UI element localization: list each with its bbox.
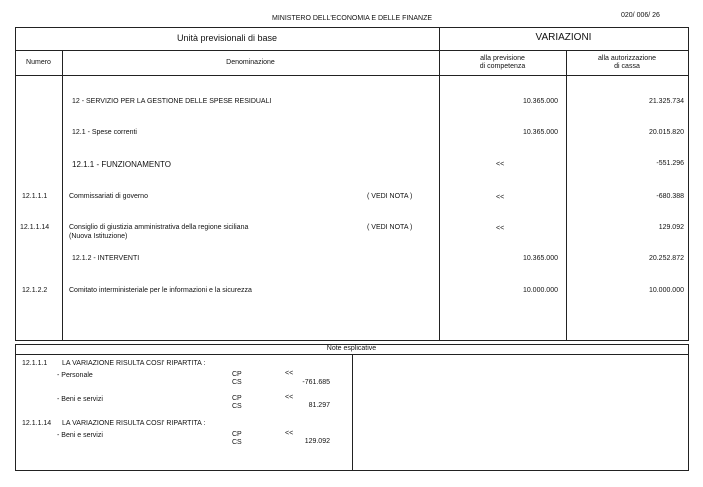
row-cassa: 10.000.000 — [648, 287, 684, 294]
row-description: Comitato interministeriale per le informazioni e la sicurezza — [69, 287, 252, 294]
row-description: Consiglio di giustizia amministrativa della regione siciliana — [69, 224, 249, 231]
column-header-cassa — [566, 55, 688, 71]
note-item-cs-value: 129.092 — [304, 438, 330, 445]
row-competenza: << — [496, 161, 505, 168]
row-cassa: 129.092 — [658, 224, 684, 231]
note-item-cs: CS — [232, 403, 242, 410]
row-cassa: -680.388 — [656, 193, 684, 200]
row-description-note: (Nuova Istituzione) — [69, 233, 128, 240]
row-cassa: -551.296 — [656, 160, 684, 167]
row-competenza: 10.365.000 — [522, 98, 558, 105]
column-header-denominazione: Denominazione — [226, 59, 275, 66]
row-nota: ( VEDI NOTA ) — [367, 224, 413, 231]
row-description: 12.1.2 - INTERVENTI — [72, 255, 140, 262]
row-number: 12.1.2.2 — [22, 287, 48, 294]
competenza-label-line1: alla previsione — [480, 55, 525, 62]
note-item-cp: CP — [232, 395, 242, 402]
row-description: 12.1.1 - FUNZIONAMENTO — [72, 160, 171, 169]
note-number: 12.1.1.1 — [22, 360, 48, 367]
note-heading: LA VARIAZIONE RISULTA COSI' RIPARTITA : — [62, 420, 206, 427]
note-item-cs: CS — [232, 379, 242, 386]
note-item-cp-value: << — [285, 394, 294, 401]
notes-title: Note esplicative — [326, 345, 377, 352]
row-number: 12.1.1.1 — [22, 193, 48, 200]
group-header-upb: Unità previsionali di base — [176, 33, 278, 43]
note-item-label: - Beni e servizi — [57, 432, 103, 439]
note-item-cp: CP — [232, 371, 242, 378]
note-item-cp-value: << — [285, 430, 294, 437]
row-competenza: << — [496, 194, 505, 201]
row-description: 12 - SERVIZIO PER LA GESTIONE DELLE SPESE RESIDUALI — [72, 98, 272, 105]
row-cassa: 20.015.820 — [648, 129, 684, 136]
row-nota: ( VEDI NOTA ) — [367, 193, 413, 200]
row-cassa: 21.325.734 — [648, 98, 684, 105]
row-competenza: << — [496, 225, 505, 232]
row-description: Commissariati di governo — [69, 193, 148, 200]
note-item-cp-value: << — [285, 370, 294, 377]
note-item-label: - Personale — [57, 372, 93, 379]
row-cassa: 20.252.872 — [648, 255, 684, 262]
row-description: 12.1 - Spese correnti — [72, 129, 137, 136]
note-number: 12.1.1.14 — [22, 420, 52, 427]
page-reference: 020/ 006/ 26 — [621, 12, 660, 19]
column-header-competenza — [439, 55, 566, 71]
row-competenza: 10.000.000 — [522, 287, 558, 294]
note-item-cp: CP — [232, 431, 242, 438]
row-competenza: 10.365.000 — [522, 255, 558, 262]
row-number: 12.1.1.14 — [20, 224, 50, 231]
note-item-cs: CS — [232, 439, 242, 446]
ministry-title: MINISTERO DELL'ECONOMIA E DELLE FINANZE — [272, 15, 433, 22]
competenza-label-line2: di competenza — [479, 63, 526, 70]
row-competenza: 10.365.000 — [522, 129, 558, 136]
group-header-variazioni: VARIAZIONI — [535, 32, 592, 43]
cassa-label-line1: alla autorizzazione — [598, 55, 656, 62]
note-heading: LA VARIAZIONE RISULTA COSI' RIPARTITA : — [62, 360, 206, 367]
note-item-cs-value: -761.685 — [302, 379, 330, 386]
cassa-label-line2: di cassa — [614, 63, 640, 70]
column-header-numero: Numero — [26, 59, 51, 66]
note-item-label: - Beni e servizi — [57, 396, 103, 403]
note-item-cs-value: 81.297 — [308, 402, 330, 409]
